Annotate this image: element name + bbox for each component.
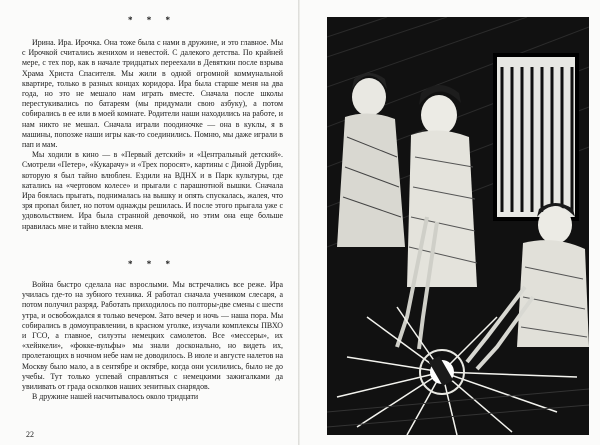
paragraph: Ирина. Ира. Ирочка. Она тоже была с нами в дружине, и это главное. Мы с Ирочкой считались женихом и невестой. С далекого детства. По крайней мере, с тех пор, как в начале тридцатых переехали в Девяткин после взрыва Храма Христа Спасителя. Мы жили в одной огромной коммунальной квартире, только в разных концах коридора. Ира была старше меня на два года, но это не мешало нам играть вместе. Сначала после школы перестукивались по батареям (мы придумали свою азбуку), а потом собирались в ее или в моей комнате. Родители наши находились на работе, и нам никто не мешал. Сначала играли поодиночке — она в куклы, я в машины, попозже наши игры как-то соединились. Помню, мы даже играли в пап и мам. (22, 38, 283, 150)
paragraph: Мы ходили в кино — в «Первый детский» и «Центральный детский». Смотрели «Петер», «Кукарачу» и «Трех поросят», картины с Диной Дурбин, которую я был тайно влюблен. Ездили на ВДНХ и в Парк культуры, где катались на «чертовом колесе» и прыгали с парашютной вышки. Сначала Ира боялась прыгать, поднималась на вышку и опять спускалась, жалея, что зря пропал билет, но потом однажды решилась. И после этого прыгала уже с удовольствием. Ира была странной девочкой, но этим она еще больше нравилась мне и тайно влекла меня. (22, 150, 283, 231)
section-2-text (22, 280, 283, 402)
wartime-youth-ink-drawing-icon (327, 17, 589, 435)
paragraph: В дружине нашей насчитывалось около тридцати (32, 392, 199, 402)
page-number: 22 (26, 430, 34, 439)
section-separator-2: * * * (128, 259, 176, 269)
paragraph: Война быстро сделала нас взрослыми. Мы встречались все реже. Ира училась где-то на зубного техника. Я работал сначала учеником слесаря, а потом получил разряд. Работать приходилось по полторы-две смены с шести утра, и освобождался я только вечером. Зато вечер и ночь — наша пора. Мы собирались в домоуправлении, в красном уголке, изучали комплексы ПВХО и ГСО, а главное, силуэты немецких самолетов. Все «мессеры», их «хейнкели», «фокке-вульфы» мы знали досконально, но видеть их, пролетающих в ночном небе нам не доводилось. В июле и августе налетов на Москву было мало, а в сентябре и октябре, когда они усилились, было не до учебы. Тут только успевай справляться с немецкими зажигалками да увиливать от града осколков наших зенитных снарядов. (22, 280, 283, 392)
section-separator-1: * * * (128, 15, 176, 25)
section-1-text (22, 38, 283, 232)
